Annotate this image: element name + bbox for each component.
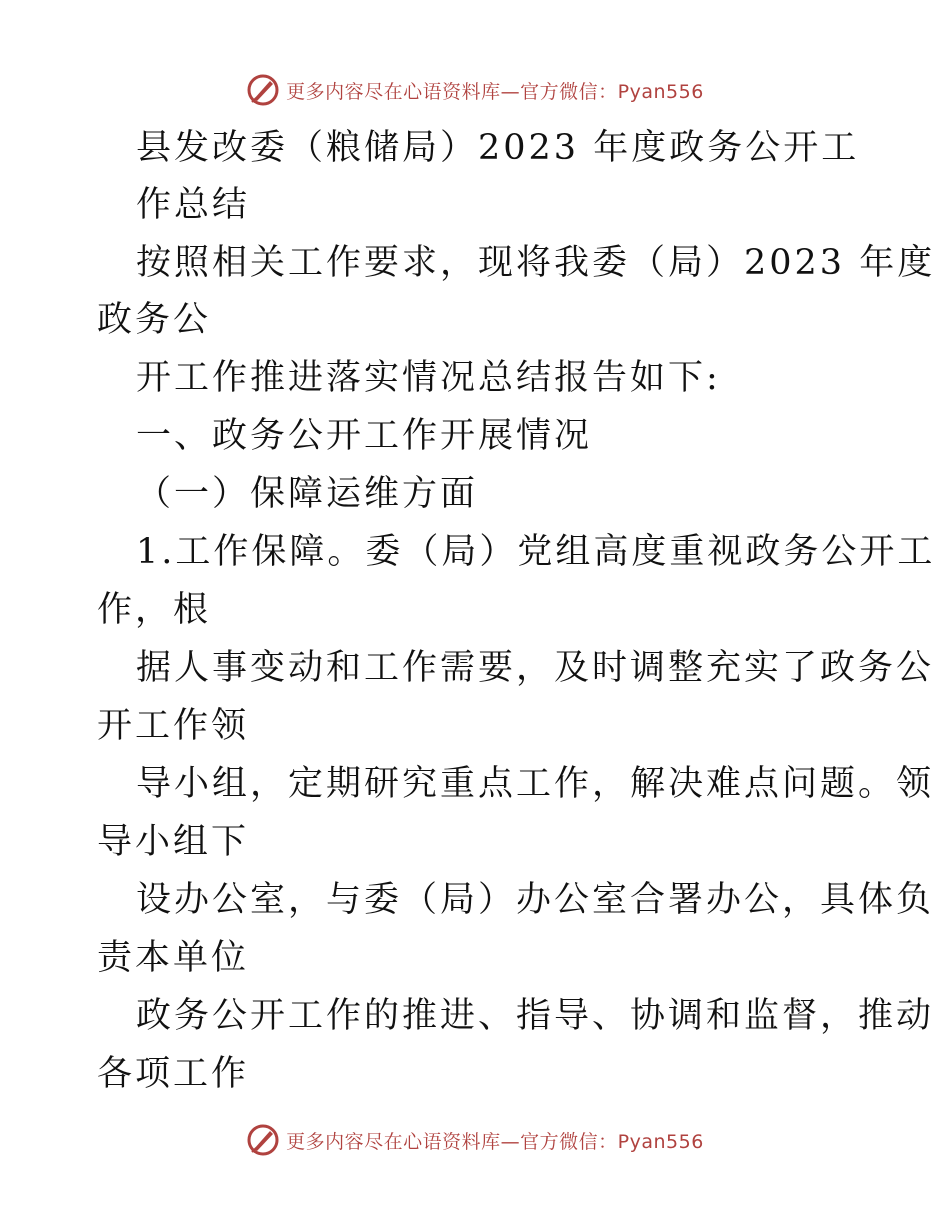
paragraph-line: 政务公开工作的推进、指导、协调和监督，推动	[136, 996, 935, 1036]
document-title-line-1: 县发改委（粮储局）2023 年度政务公开工	[136, 128, 860, 168]
paragraph-line: 导小组，定期研究重点工作，解决难点问题。领	[136, 764, 935, 804]
paragraph-line: 政务公	[97, 300, 212, 340]
paragraph-line: 各项工作	[97, 1054, 250, 1094]
footer-watermark-banner	[0, 1120, 950, 1160]
header-watermark-banner	[0, 70, 950, 110]
paragraph-line: 设办公室，与委（局）办公室合署办公，具体负	[136, 880, 935, 920]
paragraph-line: 开工作推进落实情况总结报告如下:	[136, 358, 721, 398]
paragraph-line: 开工作领	[97, 706, 250, 746]
subsection-heading: （一）保障运维方面	[136, 474, 479, 514]
document-title-line-2: 作总结	[136, 185, 251, 225]
section-heading: 一、政务公开工作开展情况	[136, 416, 593, 456]
paragraph-line: 责本单位	[97, 938, 250, 978]
watermark-text: 更多内容尽在心语资料库—官方微信：Pyan556	[286, 1130, 704, 1153]
paragraph-line: 作，根	[97, 590, 212, 630]
paragraph-line: 按照相关工作要求，现将我委（局）2023 年度	[136, 243, 936, 283]
paragraph-line: 据人事变动和工作需要，及时调整充实了政务公	[136, 648, 935, 688]
paragraph-line: 导小组下	[97, 822, 250, 862]
quill-pen-logo-icon	[246, 1123, 280, 1157]
paragraph-line: 1.工作保障。委（局）党组高度重视政务公开工	[136, 532, 936, 572]
watermark-text: 更多内容尽在心语资料库—官方微信：Pyan556	[286, 80, 704, 103]
quill-pen-logo-icon	[246, 73, 280, 107]
